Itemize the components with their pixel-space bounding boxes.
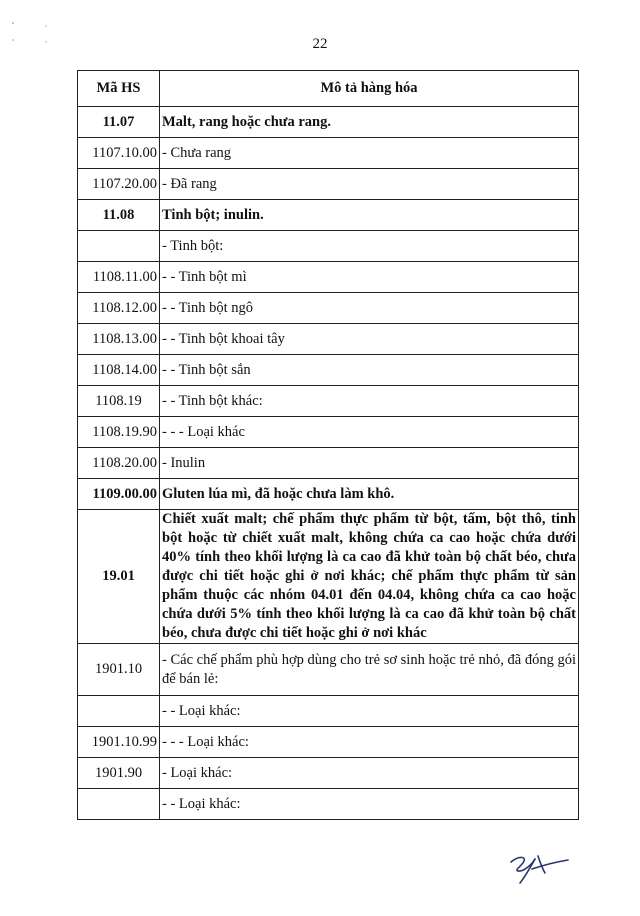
row-hs-code: 1108.12.00 — [78, 293, 160, 324]
table-row — [78, 169, 579, 200]
row-description: - Loại khác: — [160, 758, 579, 789]
hs-code-table — [77, 70, 579, 820]
row-description: - - Tinh bột khác: — [160, 386, 579, 417]
row-hs-code: 1108.19.90 — [78, 417, 160, 448]
row-hs-code: 1901.10 — [78, 644, 160, 696]
table-row — [78, 479, 579, 510]
row-description: Gluten lúa mì, đã hoặc chưa làm khô. — [160, 479, 579, 510]
table-row — [78, 758, 579, 789]
table-row — [78, 355, 579, 386]
row-hs-code: 1901.90 — [78, 758, 160, 789]
row-description: - Chưa rang — [160, 138, 579, 169]
row-hs-code: 19.01 — [78, 510, 160, 644]
table-header-row — [78, 71, 579, 107]
table-row — [78, 644, 579, 696]
table-row — [78, 200, 579, 231]
row-hs-code: 11.08 — [78, 200, 160, 231]
table-row — [78, 448, 579, 479]
row-description: - - Tinh bột ngô — [160, 293, 579, 324]
table-row — [78, 510, 579, 644]
header-description: Mô tả hàng hóa — [160, 71, 579, 107]
row-hs-code — [78, 231, 160, 262]
row-hs-code: 1901.10.99 — [78, 727, 160, 758]
row-hs-code: 1108.13.00 — [78, 324, 160, 355]
handwritten-signature — [502, 846, 572, 891]
table-row — [78, 789, 579, 820]
row-hs-code: 1108.14.00 — [78, 355, 160, 386]
row-description: Chiết xuất malt; chế phẩm thực phẩm từ bột, tấm, bột thô, tinh bột hoặc từ chiết xuất malt, không chứa ca cao hoặc chứa dưới 40% tính theo khối lượng là ca cao đã khử toàn bộ chất béo, chưa được chi tiết hoặc ghi ở nơi khác; chế phẩm thực phẩm từ sản phẩm thuộc các nhóm 04.01 đến 04.04, không chứa ca cao hoặc chứa dưới 5% tính theo khối lượng là ca cao đã khử toàn bộ chất béo, chưa được chi tiết hoặc ghi ở nơi khác — [160, 510, 579, 644]
row-hs-code: 1109.00.00 — [78, 479, 160, 510]
row-hs-code: 11.07 — [78, 107, 160, 138]
row-description: - - Loại khác: — [160, 696, 579, 727]
row-description: - Các chế phẩm phù hợp dùng cho trẻ sơ sinh hoặc trẻ nhỏ, đã đóng gói để bán lẻ: — [160, 644, 579, 696]
table-row — [78, 727, 579, 758]
row-description: - Tinh bột: — [160, 231, 579, 262]
row-description: - - Loại khác: — [160, 789, 579, 820]
row-description: - - Tinh bột sắn — [160, 355, 579, 386]
row-description: - Đã rang — [160, 169, 579, 200]
table-row — [78, 231, 579, 262]
row-hs-code — [78, 789, 160, 820]
row-description: Malt, rang hoặc chưa rang. — [160, 107, 579, 138]
table-row — [78, 324, 579, 355]
table-row — [78, 293, 579, 324]
row-hs-code: 1107.10.00 — [78, 138, 160, 169]
row-hs-code: 1108.19 — [78, 386, 160, 417]
row-description: Tinh bột; inulin. — [160, 200, 579, 231]
table-row — [78, 107, 579, 138]
page-number: 22 — [312, 36, 328, 52]
table-row — [78, 417, 579, 448]
header-hs-code: Mã HS — [78, 71, 160, 107]
row-description: - - Tinh bột mì — [160, 262, 579, 293]
table-row — [78, 696, 579, 727]
row-description: - - - Loại khác — [160, 417, 579, 448]
row-description: - Inulin — [160, 448, 579, 479]
row-hs-code: 1108.11.00 — [78, 262, 160, 293]
table-row — [78, 262, 579, 293]
table-row — [78, 386, 579, 417]
row-description: - - - Loại khác: — [160, 727, 579, 758]
row-hs-code — [78, 696, 160, 727]
table-row — [78, 138, 579, 169]
row-hs-code: 1108.20.00 — [78, 448, 160, 479]
row-hs-code: 1107.20.00 — [78, 169, 160, 200]
row-description: - - Tinh bột khoai tây — [160, 324, 579, 355]
